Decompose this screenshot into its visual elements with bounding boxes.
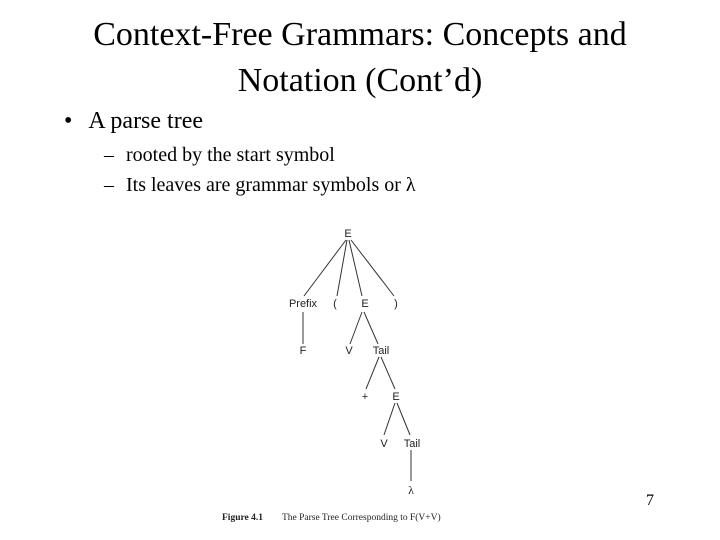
edge-e2-tail <box>397 403 410 435</box>
node-plus: + <box>361 391 369 403</box>
edge-e2-v <box>384 403 395 435</box>
edge-e-v <box>350 312 362 344</box>
edge-root-e <box>349 240 362 296</box>
page-number: 7 <box>646 492 654 509</box>
node-e-mid: E <box>361 298 369 310</box>
sub-bullet-dash: – <box>104 174 114 196</box>
node-root-e: E <box>344 228 352 240</box>
bullet-text: A parse tree <box>88 108 204 134</box>
tree-edges <box>303 240 411 481</box>
node-f: F <box>299 345 307 357</box>
node-lparen: ( <box>333 298 337 310</box>
node-rparen: ) <box>394 298 398 310</box>
edge-e-tail <box>364 312 378 344</box>
node-tail1: Tail <box>372 345 390 357</box>
caption-label: Figure 4.1 <box>222 513 263 523</box>
caption-text: The Parse Tree Corresponding to F(V+V) <box>282 513 441 523</box>
node-lambda: λ <box>408 483 414 497</box>
edge-tail-e <box>381 357 395 389</box>
node-e-low: E <box>392 391 400 403</box>
title-line-2: Notation (Cont’d) <box>237 62 483 99</box>
sub-bullet-text: rooted by the start symbol <box>126 144 335 166</box>
node-tail2: Tail <box>403 438 421 450</box>
sub-bullet-text: Its leaves are grammar symbols or λ <box>126 174 416 196</box>
tree-nodes <box>289 228 420 497</box>
node-v1: V <box>345 345 353 357</box>
node-v2: V <box>380 438 388 450</box>
figure-caption <box>222 512 441 523</box>
sub-bullet-dash: – <box>104 144 114 166</box>
bullet-marker: • <box>64 108 73 134</box>
title-line-1: Context-Free Grammars: Concepts and <box>93 16 627 53</box>
edge-root-prefix <box>304 240 346 296</box>
edge-root-lparen <box>337 240 347 296</box>
edge-tail-plus <box>366 357 379 389</box>
node-prefix: Prefix <box>288 298 318 310</box>
edge-root-rparen <box>351 240 394 296</box>
